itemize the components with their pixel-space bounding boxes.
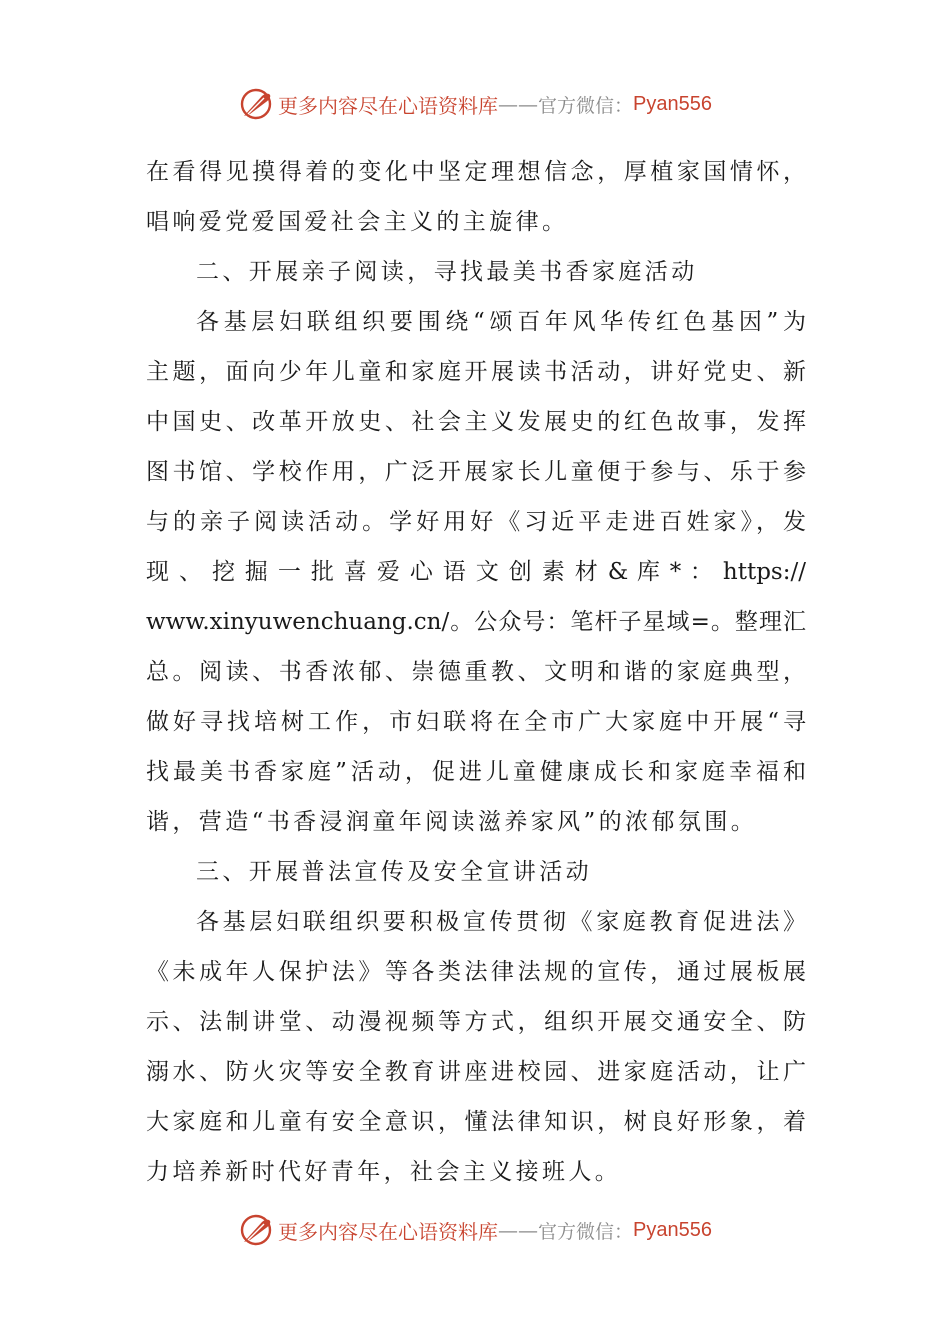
text-line: 谐，营造“书香浸润童年阅读滋养家风”的浓郁氛围。 bbox=[146, 809, 758, 835]
text-line: 《未成年人保护法》等各类法律法规的宣传，通过展板展 bbox=[146, 959, 806, 985]
text-line: 总。阅读、书香浓郁、崇德重教、文明和谐的家庭典型， bbox=[146, 659, 806, 685]
text-line: 做好寻找培树工作，市妇联将在全市广大家庭中开展“寻 bbox=[146, 709, 806, 735]
quill-logo-icon bbox=[238, 1212, 274, 1248]
quill-logo-icon bbox=[238, 86, 274, 122]
header-watermark-banner bbox=[0, 84, 950, 124]
banner-dash: —— bbox=[498, 92, 538, 116]
text-line: 唱响爱党爱国爱社会主义的主旋律。 bbox=[146, 209, 569, 235]
banner-wechat-id: Pyan556 bbox=[633, 92, 712, 115]
document-body bbox=[146, 147, 806, 1197]
text-line: 图书馆、学校作用，广泛开展家长儿童便于参与、乐于参 bbox=[146, 459, 806, 485]
text-line: 溺水、防火灾等安全教育讲座进校园、进家庭活动，让广 bbox=[146, 1059, 806, 1085]
banner-dash: —— bbox=[498, 1218, 538, 1242]
text-line: 中国史、改革开放史、社会主义发展史的红色故事，发挥 bbox=[146, 409, 806, 435]
text-line: 主题，面向少年儿童和家庭开展读书活动，讲好党史、新 bbox=[146, 359, 806, 385]
text-line: 力培养新时代好青年，社会主义接班人。 bbox=[146, 1159, 622, 1185]
section-heading: 三、开展普法宣传及安全宣讲活动 bbox=[196, 859, 592, 885]
banner-wechat-label: 官方微信： bbox=[538, 94, 634, 117]
banner-wechat-label: 官方微信： bbox=[538, 1220, 634, 1243]
section-heading: 二、开展亲子阅读，寻找最美书香家庭活动 bbox=[196, 259, 698, 285]
text-line: 各基层妇联组织要围绕“颂百年风华传红色基因”为 bbox=[196, 309, 806, 335]
text-line: 与的亲子阅读活动。学好用好《习近平走进百姓家》，发 bbox=[146, 509, 806, 535]
footer-watermark-banner bbox=[0, 1210, 950, 1250]
banner-wechat-id: Pyan556 bbox=[633, 1218, 712, 1241]
text-line-with-url: www.xinyuwenchuang.cn/。公众号：笔杆子星域=。整理汇 bbox=[146, 609, 806, 635]
banner-title: 更多内容尽在心语资料库 bbox=[278, 93, 498, 118]
text-line: 找最美书香家庭”活动，促进儿童健康成长和家庭幸福和 bbox=[146, 759, 806, 785]
text-line: 各基层妇联组织要积极宣传贯彻《家庭教育促进法》 bbox=[196, 909, 806, 935]
text-line: 大家庭和儿童有安全意识，懂法律知识，树良好形象，着 bbox=[146, 1109, 806, 1135]
text-line-with-url: 现 、 挖 掘 一 批 喜 爱 心 语 文 创 素 材 & 库 * ： https:// bbox=[146, 559, 806, 585]
text-line: 示、法制讲堂、动漫视频等方式，组织开展交通安全、防 bbox=[146, 1009, 806, 1035]
text-line: 在看得见摸得着的变化中坚定理想信念，厚植家国情怀， bbox=[146, 159, 806, 185]
banner-title: 更多内容尽在心语资料库 bbox=[278, 1219, 498, 1244]
